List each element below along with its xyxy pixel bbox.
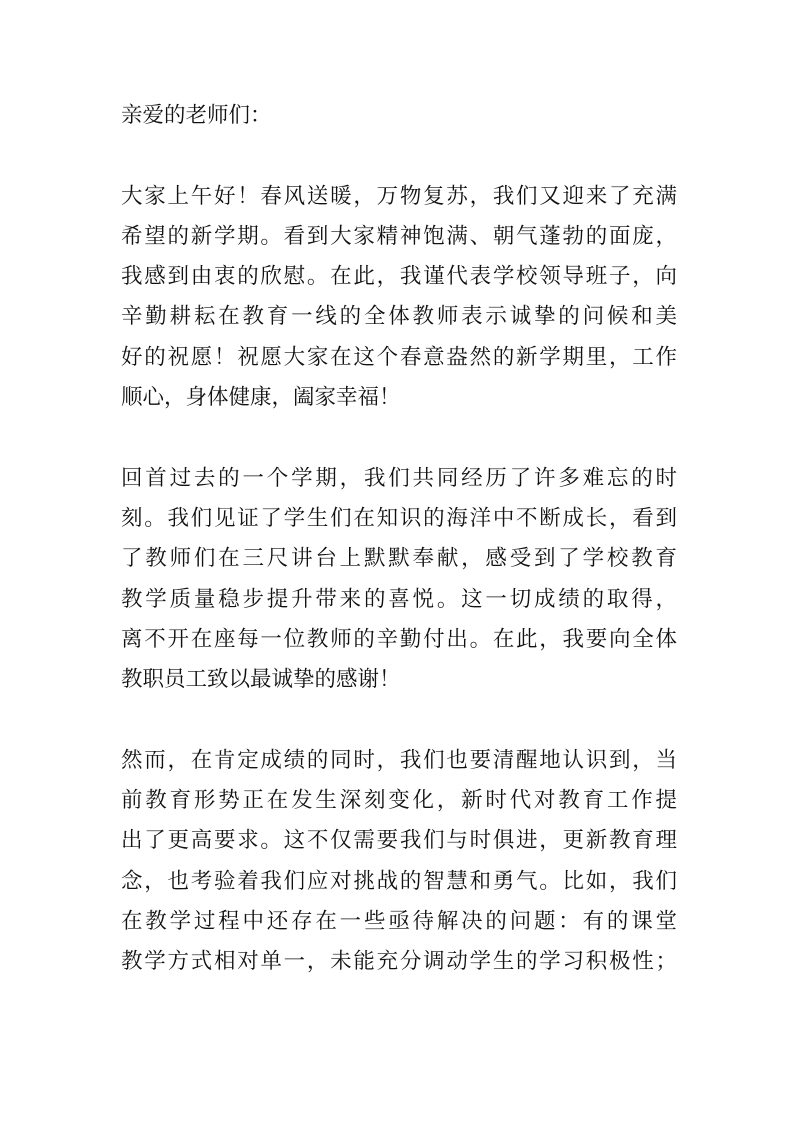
text-line: 教职员工致以最诚挚的感谢！ xyxy=(121,667,401,693)
text-line: 出了更高要求。这不仅需要我们与时俱进，更新教育理 xyxy=(121,828,677,854)
text-line: 教学质量稳步提升带来的喜悦。这一切成绩的取得， xyxy=(121,586,677,612)
text-line: 顺心，身体健康，阖家幸福！ xyxy=(121,385,401,411)
text-line: 我感到由衷的欣慰。在此，我谨代表学校领导班子，向 xyxy=(121,264,677,290)
text-line: 念，也考验着我们应对挑战的智慧和勇气。比如，我们 xyxy=(121,868,677,894)
paragraph-3 xyxy=(121,741,677,983)
salutation: 亲爱的老师们： xyxy=(121,103,272,128)
text-line: 好的祝愿！祝愿大家在这个春意盎然的新学期里，工作 xyxy=(121,344,677,370)
text-line: 离不开在座每一位教师的辛勤付出。在此，我要向全体 xyxy=(121,626,677,652)
text-line: 教学方式相对单一，未能充分调动学生的学习积极性； xyxy=(121,949,677,975)
paragraph-1 xyxy=(121,177,677,419)
text-line: 大家上午好！春风送暖，万物复苏，我们又迎来了充满 xyxy=(121,183,677,209)
text-line: 了教师们在三尺讲台上默默奉献，感受到了学校教育 xyxy=(121,546,677,572)
text-line: 在教学过程中还存在一些亟待解决的问题：有的课堂 xyxy=(121,908,677,934)
text-line: 回首过去的一个学期，我们共同经历了许多难忘的时 xyxy=(121,465,677,491)
text-line: 然而，在肯定成绩的同时，我们也要清醒地认识到，当 xyxy=(121,747,677,773)
paragraph-2 xyxy=(121,459,677,701)
document-body xyxy=(121,96,677,983)
text-line: 辛勤耕耘在教育一线的全体教师表示诚挚的问候和美 xyxy=(121,304,677,330)
text-line: 前教育形势正在发生深刻变化，新时代对教育工作提 xyxy=(121,788,677,814)
text-line: 刻。我们见证了学生们在知识的海洋中不断成长，看到 xyxy=(121,505,677,531)
text-line: 希望的新学期。看到大家精神饱满、朝气蓬勃的面庞， xyxy=(121,223,677,249)
